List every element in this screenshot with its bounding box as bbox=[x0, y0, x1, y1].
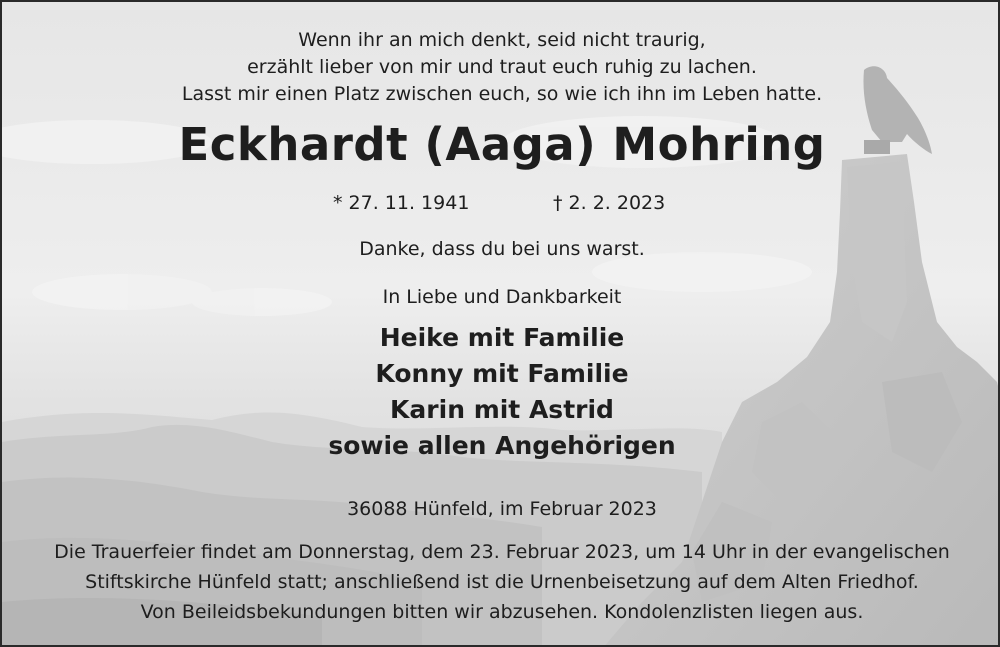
poem bbox=[2, 27, 1000, 108]
service-info-line: Stiftskirche Hünfeld statt; anschließend ist die Urnenbeisetzung auf dem Alten Friedhof. bbox=[85, 571, 919, 593]
death-date: † 2. 2. 2023 bbox=[553, 192, 666, 214]
service-info bbox=[2, 537, 1000, 627]
mourners-list bbox=[2, 320, 1000, 464]
mourner-entry: Karin mit Astrid bbox=[390, 395, 614, 424]
mourner-entry: Heike mit Familie bbox=[379, 323, 625, 352]
mourner-entry: sowie allen Angehörigen bbox=[328, 431, 676, 460]
in-love-line: In Liebe und Dankbarkeit bbox=[382, 286, 622, 308]
poem-line: Wenn ihr an mich denkt, seid nicht traurig, bbox=[298, 29, 706, 51]
service-info-line: Die Trauerfeier findet am Donnerstag, dem 23. Februar 2023, um 14 Uhr in der evangelischen bbox=[54, 541, 950, 563]
poem-line: erzählt lieber von mir und traut euch ruhig zu lachen. bbox=[247, 56, 757, 78]
service-info-line: Von Beileidsbekundungen bitten wir abzusehen. Kondolenzlisten liegen aus. bbox=[140, 601, 864, 623]
birth-date: * 27. 11. 1941 bbox=[333, 192, 470, 214]
deceased-name: Eckhardt (Aaga) Mohring bbox=[178, 118, 826, 171]
thanks-line: Danke, dass du bei uns warst. bbox=[359, 238, 645, 260]
poem-line: Lasst mir einen Platz zwischen euch, so wie ich ihn im Leben hatte. bbox=[181, 83, 823, 105]
place-date: 36088 Hünfeld, im Februar 2023 bbox=[347, 498, 657, 520]
mourner-entry: Konny mit Familie bbox=[375, 359, 629, 388]
